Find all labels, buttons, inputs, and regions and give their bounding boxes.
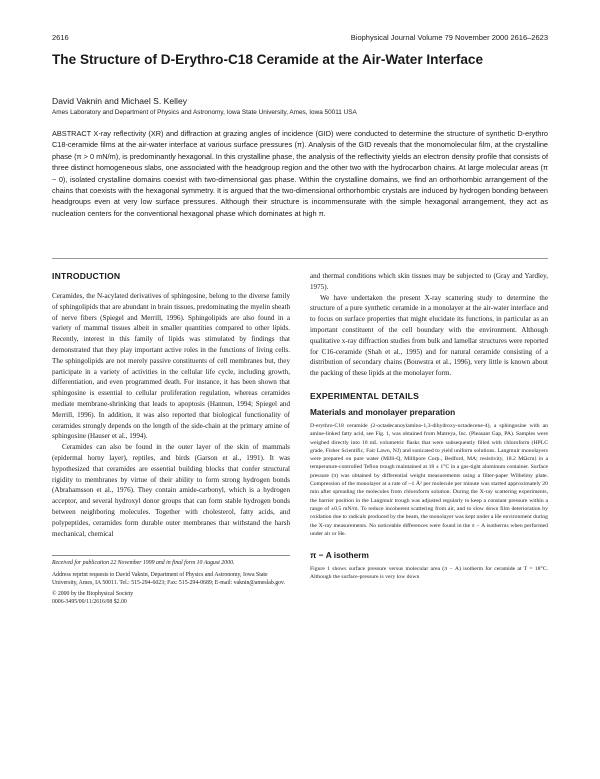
section-heading-introduction: INTRODUCTION [52,271,121,281]
footnote-divider [52,555,290,556]
article-code: 0006-3495/00/11/2616/08 $2.00 [52,599,127,606]
section-heading-experimental: EXPERIMENTAL DETAILS [310,390,420,401]
affiliation: Ames Laboratory and Department of Physics and Astronomy, Iowa State University, Ames, Iowa 50011 USA [52,109,357,116]
intro-paragraph-1: Ceramides, the N-acylated derivatives of sphingosine, belong to the diverse family of sphingolipids that are abundant in brain tissues, predominating the myelin sheath of nerve fibers (Spiegel and Merrill, 1996). Sphingolipids are also found in a variety of mammal tissues albeit in smaller quantities compared to other lipids. Recently, interest in this family of lipids was stimulated by findings that demonstrated that they play important active roles in the functions of living cells. The sphingolipids are not merely passive constituents of cell membranes but, they participate in a variety of activities in the cellular life cycle, including growth, differentiation, and even programmed death. For instance, it has been shown that sphingosine is essential to cellular proliferation regulation, whereas ceramides mediate membrane-shrinking that leads to apoptosis (Hannun, 1994; Spiegel and Merrill, 1996). In addition, it was also reported that biological functionality of ceramides strongly depends on the length of the side-chain at the primary amine of sphingosine (Hauser et al., 1994). [52,292,290,441]
copyright: © 2000 by the Biophysical Society [52,590,134,597]
subsection-heading-materials: Materials and monolayer preparation [310,406,456,417]
intro-paragraph-2: Ceramides can also be found in the outer layer of the skin of mammals (epidermal horny layer), reptiles, and birds (Garson et al., 1991). It was hypothesized that ceramides are essential building blocks that confer structural rigidity to membranes by virtue of their ability to form strong hydrogen bonds (Abrahamsson et al., 1976). They contain amide-carbonyl, which is a hydrogen acceptor, and several hydroxyl donor groups that can form stable hydrogen bonds between neighboring molecules. Together with cholesterol, fatty acids, and polypeptides, ceramides form durable outer membranes that withstand the harsh mechanical, chemical [52,443,290,538]
abstract-divider [52,258,548,259]
right-column [310,271,548,582]
left-column [52,271,290,606]
journal-running-head: Biophysical Journal Volume 79 November 2000 2616–2623 [350,33,548,42]
abstract: ABSTRACT X-ray reflectivity (XR) and diffraction at grazing angles of incidence (GID) were conducted to determine the structure of synthetic D-erythro C18-ceramide films at the air-water interface at various surface pressures (π). Analysis of the GID reveals that the monomolecular film, at the crystalline phase (π > 0 mN/m), is predominantly hexagonal. In this crystalline phase, the analysis of the reflectivity yields an electron density profile that consists of three distinct homogeneous slabs, one associated with the headgroup region and the other two with the hydrocarbon chains. At large molecular areas (π ~ 0), isolated crystalline domains coexist with two-dimensional gas phase. Within the crystalline domains, we find an orthorhombic arrangement of the chains that coexists with the hexagonal symmetry. It is argued that the two-dimensional orthorhombic crystals are induced by hydrogen bonding between headgroups even at very low surface pressures. Although their structure is incommensurate with the simple hexagonal arrangement, they act as nucleation centers for the conventional hexagonal phase which dominates at high π. [52,129,548,218]
authors: David Vaknin and Michael S. Kelley [52,96,188,106]
subsection-heading-isotherm: π − A isotherm [310,550,369,561]
isotherm-paragraph: Figure 1 shows surface pressure versus molecular area (π − A) isotherm for ceramide at T = 18°C. Although the surface-pressure is very low down [310,566,548,581]
page-number: 2616 [52,33,69,42]
intro-paragraph-4: We have undertaken the present X-ray scattering study to determine the structure of a pure synthetic ceramide in a monolayer at the air-water interface and to focus on surface properties that might elucidate its functions, in particular as an important constituent of the cell boundary with the environment. Although qualitative x-ray diffraction studies from bulk and lamellar structures were reported for C16-ceramide (Shah et al., 1995) and for natural ceramide consisting of a distribution of secondary chains (Bouwstra et al., 1996), very little is known about the packing of these lipids at the monolayer form. [310,293,548,378]
intro-paragraph-3: and thermal conditions which skin tissues may be subjected to (Gray and Yardley, 1975). [310,272,548,291]
reprint-address: Address reprint requests to David Vaknin, Department of Physics and Astronomy, Iowa State University, Ames, IA 50011. Tel.: 515-294-6023; Fax: 515-294-0689; E-mail: vaknin@ameslab.gov. [52,571,285,586]
materials-paragraph: D-erythro-C18 ceramide (2-octadecanoylamino-1,3-dihydroxy-octadecene-4), a sphingosine with an amine-linked fatty acid, see Fig. 1, was obtained from Matreya, Inc. (Pleasant Gap, PA). Samples were weighed directly into 10 mL volumetric flasks that were subsequently filled with chloroform (HPLC grade, Fisher Scientific, Fair Lawn, NJ) and sonicated to yield uniform solutions. Langmuir monolayers were prepared on pure water (Milli-Q, Millipore Corp., Bedford, MA; resistivity, 18.2 MΩcm) in a temperature-controlled Teflon trough maintained at 18 ± 1°C in a gas-tight aluminum container. Surface pressure (π) was obtained by differential weight measurements using a filter-paper Wilhelmy plate. Compression of the monolayer at a rate of ~1 Å² per molecule per minute was started approximately 20 min after spreading the molecules from chloroform solution. During the X-ray scattering experiments, the barrier position in the Langmuir trough was adjusted regularly to keep a constant pressure within a range of ±0.5 mN/m. To reduce incoherent scattering from air, and to slow down film deterioration by oxidation due to radicals produced by the beam, the monolayer was kept under a He environment during the X-ray measurements. No noticeable differences were found in the π − A isotherms when performed under air or He. [310,422,548,537]
article-title: The Structure of D-Erythro-C18 Ceramide at the Air-Water Interface [52,52,484,67]
received-dates: Received for publication 22 November 1999 and in final form 10 August 2000. [52,560,235,567]
